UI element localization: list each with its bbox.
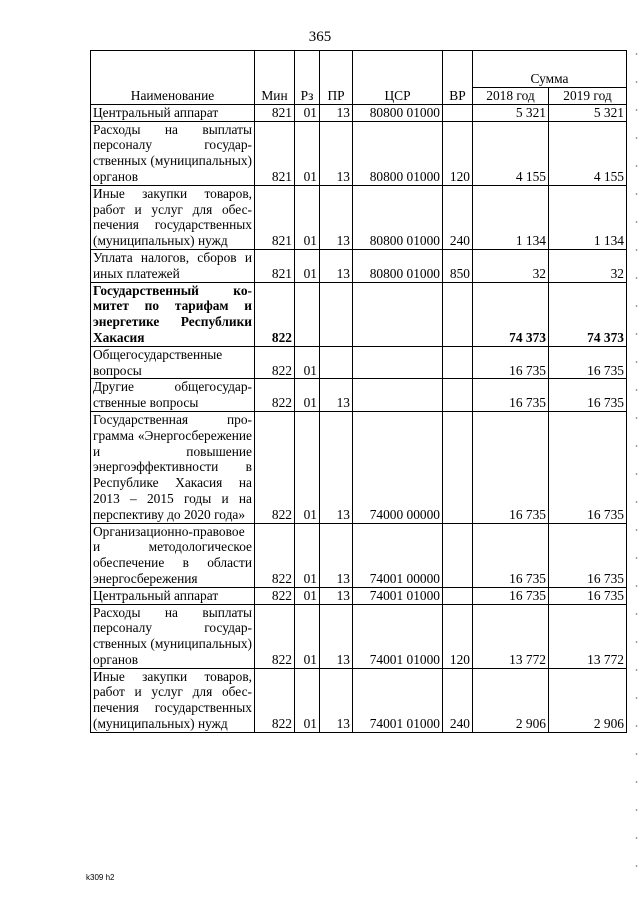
cell-csr: 74001 01000 <box>353 587 443 604</box>
cell-csr <box>353 379 443 412</box>
cell-vr: 120 <box>443 604 473 668</box>
cell-2019: 16 735 <box>549 587 627 604</box>
cell-name: Расходы на выплаты персоналу государственных (муниципальных) органов <box>91 604 255 668</box>
footer-code: k309 h2 <box>86 873 115 882</box>
cell-2018: 13 772 <box>473 604 549 668</box>
cell-min: 822 <box>255 346 295 379</box>
header-pr: ПР <box>320 51 353 105</box>
cell-csr: 80800 01000 <box>353 121 443 185</box>
cell-pr: 13 <box>320 523 353 587</box>
cell-rz: 01 <box>295 104 320 121</box>
cell-name: Иные закупки товаров, работ и услуг для обеспечения государственных (муниципальных) нужд <box>91 668 255 732</box>
cell-name: Иные закупки товаров, работ и услуг для обеспечения государственных (муниципальных) нужд <box>91 185 255 249</box>
cell-pr <box>320 282 353 346</box>
header-sum: Сумма <box>473 51 627 88</box>
cell-2019: 16 735 <box>549 379 627 412</box>
cell-2018: 2 906 <box>473 668 549 732</box>
cell-pr: 13 <box>320 104 353 121</box>
cell-vr <box>443 282 473 346</box>
header-rz: Рз <box>295 51 320 105</box>
cell-rz: 01 <box>295 523 320 587</box>
cell-csr: 74000 00000 <box>353 411 443 523</box>
table-row <box>91 523 627 587</box>
cell-rz: 01 <box>295 346 320 379</box>
cell-rz: 01 <box>295 185 320 249</box>
cell-2018: 16 735 <box>473 523 549 587</box>
cell-rz: 01 <box>295 379 320 412</box>
cell-name: Организационно-правовое и методологическое обеспечение в области энергосбережения <box>91 523 255 587</box>
cell-2019: 5 321 <box>549 104 627 121</box>
table-body <box>91 104 627 732</box>
cell-2019: 16 735 <box>549 523 627 587</box>
header-name: Наименование <box>91 51 255 105</box>
cell-vr: 240 <box>443 668 473 732</box>
table-row <box>91 121 627 185</box>
cell-2019: 16 735 <box>549 346 627 379</box>
cell-min: 822 <box>255 587 295 604</box>
table-row <box>91 587 627 604</box>
header-year-2019: 2019 год <box>549 88 627 105</box>
cell-rz: 01 <box>295 587 320 604</box>
header-vr: ВР <box>443 51 473 105</box>
cell-rz: 01 <box>295 121 320 185</box>
cell-rz: 01 <box>295 604 320 668</box>
cell-pr: 13 <box>320 249 353 282</box>
table-row <box>91 411 627 523</box>
cell-2018: 16 735 <box>473 379 549 412</box>
cell-name: Центральный аппарат <box>91 104 255 121</box>
cell-2018: 1 134 <box>473 185 549 249</box>
page-number: 365 <box>308 29 332 45</box>
cell-name: Общегосударственные вопросы <box>91 346 255 379</box>
table-row <box>91 668 627 732</box>
cell-csr: 74001 00000 <box>353 523 443 587</box>
header-min: Мин <box>255 51 295 105</box>
cell-vr <box>443 104 473 121</box>
cell-pr: 13 <box>320 185 353 249</box>
cell-2019: 2 906 <box>549 668 627 732</box>
cell-vr <box>443 346 473 379</box>
cell-min: 822 <box>255 668 295 732</box>
cell-csr <box>353 346 443 379</box>
cell-min: 821 <box>255 104 295 121</box>
table-row <box>91 282 627 346</box>
cell-rz <box>295 282 320 346</box>
cell-rz: 01 <box>295 411 320 523</box>
cell-vr: 240 <box>443 185 473 249</box>
cell-vr <box>443 523 473 587</box>
header-row <box>91 51 627 88</box>
cell-vr <box>443 379 473 412</box>
cell-pr: 13 <box>320 604 353 668</box>
cell-2018: 74 373 <box>473 282 549 346</box>
cell-2019: 4 155 <box>549 121 627 185</box>
table-row <box>91 379 627 412</box>
cell-min: 822 <box>255 379 295 412</box>
cell-min: 821 <box>255 249 295 282</box>
cell-2019: 16 735 <box>549 411 627 523</box>
cell-min: 821 <box>255 185 295 249</box>
cell-csr: 80800 01000 <box>353 104 443 121</box>
cell-2019: 74 373 <box>549 282 627 346</box>
cell-2018: 5 321 <box>473 104 549 121</box>
cell-csr: 74001 01000 <box>353 604 443 668</box>
cell-2019: 1 134 <box>549 185 627 249</box>
cell-csr: 80800 01000 <box>353 249 443 282</box>
cell-2018: 4 155 <box>473 121 549 185</box>
cell-min: 821 <box>255 121 295 185</box>
cell-csr: 80800 01000 <box>353 185 443 249</box>
cell-pr: 13 <box>320 121 353 185</box>
cell-csr: 74001 01000 <box>353 668 443 732</box>
cell-name: Государственный комитет по тарифам и энергетике Республики Хакасия <box>91 282 255 346</box>
cell-rz: 01 <box>295 249 320 282</box>
table-row <box>91 185 627 249</box>
scan-edge-dots <box>635 40 638 880</box>
cell-min: 822 <box>255 604 295 668</box>
cell-csr <box>353 282 443 346</box>
cell-vr: 850 <box>443 249 473 282</box>
table-row <box>91 604 627 668</box>
header-csr: ЦСР <box>353 51 443 105</box>
cell-min: 822 <box>255 411 295 523</box>
cell-2018: 16 735 <box>473 587 549 604</box>
header-year-2018: 2018 год <box>473 88 549 105</box>
cell-vr <box>443 411 473 523</box>
cell-min: 822 <box>255 523 295 587</box>
cell-name: Расходы на выплаты персоналу государственных (муниципальных) органов <box>91 121 255 185</box>
cell-name: Другие общегосударственные вопросы <box>91 379 255 412</box>
cell-name: Уплата налогов, сборов и иных платежей <box>91 249 255 282</box>
cell-rz: 01 <box>295 668 320 732</box>
table-row <box>91 249 627 282</box>
cell-pr: 13 <box>320 587 353 604</box>
cell-2018: 16 735 <box>473 346 549 379</box>
cell-pr: 13 <box>320 668 353 732</box>
cell-name: Центральный аппарат <box>91 587 255 604</box>
table-row <box>91 346 627 379</box>
cell-2018: 32 <box>473 249 549 282</box>
table-row <box>91 104 627 121</box>
cell-pr <box>320 346 353 379</box>
cell-vr <box>443 587 473 604</box>
cell-2019: 13 772 <box>549 604 627 668</box>
budget-table <box>90 50 627 733</box>
cell-2018: 16 735 <box>473 411 549 523</box>
cell-name: Государственная программа «Энергосбережение и повышение энергоэффективности в Республике Хакасия на 2013 – 2015 годы и на перспективу до 2020 года» <box>91 411 255 523</box>
cell-pr: 13 <box>320 411 353 523</box>
cell-min: 822 <box>255 282 295 346</box>
cell-2019: 32 <box>549 249 627 282</box>
cell-pr: 13 <box>320 379 353 412</box>
cell-vr: 120 <box>443 121 473 185</box>
